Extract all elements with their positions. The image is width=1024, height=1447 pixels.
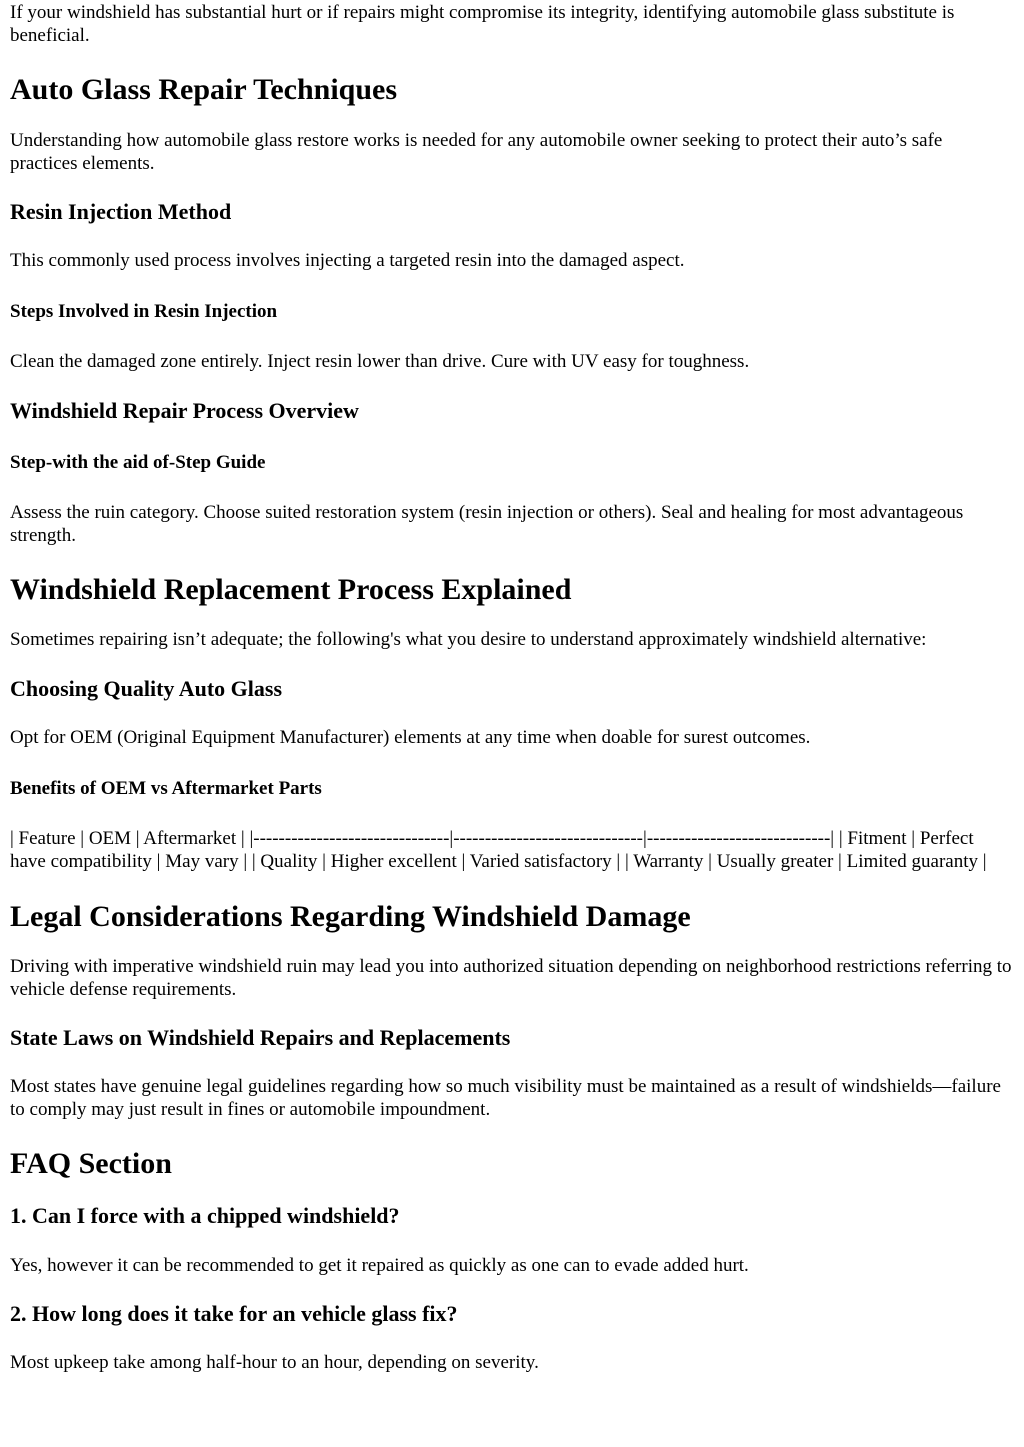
subheading-step-guide: Step-with the aid of-Step Guide (10, 452, 266, 473)
section-heading-windshield-replacement: Windshield Replacement Process Explained (10, 573, 572, 606)
subheading-steps-resin-injection: Steps Involved in Resin Injection (10, 301, 278, 322)
faq-question-2: 2. How long does it take for an vehicle glass fix? (10, 1301, 458, 1326)
intro-paragraph: If your windshield has substantial hurt or if repairs might compromise its integrity, identifying automobile glass substitute is beneficial. (10, 2, 955, 46)
subheading-windshield-repair-process: Windshield Repair Process Overview (10, 398, 359, 423)
paragraph-legal-considerations: Driving with imperative windshield ruin may lead you into authorized situation depending on neighborhood restrictions referring to vehicle defense requirements. (10, 956, 1012, 1000)
section-heading-legal-considerations: Legal Considerations Regarding Windshield Damage (10, 900, 691, 933)
section-heading-auto-glass-repair-techniques: Auto Glass Repair Techniques (10, 73, 398, 106)
paragraph-choosing-quality: Opt for OEM (Original Equipment Manufacturer) elements at any time when doable for surest outcomes. (10, 727, 811, 748)
faq-answer-2: Most upkeep take among half-hour to an hour, depending on severity. (10, 1352, 539, 1373)
paragraph-steps-resin-injection: Clean the damaged zone entirely. Inject resin lower than drive. Cure with UV easy for toughness. (10, 351, 750, 372)
paragraph-repair-overview: Understanding how automobile glass restore works is needed for any automobile owner seeking to protect their auto’s safe practices elements. (10, 130, 943, 174)
subheading-resin-injection-method: Resin Injection Method (10, 199, 232, 224)
subheading-choosing-quality-auto-glass: Choosing Quality Auto Glass (10, 676, 283, 701)
faq-question-1: 1. Can I force with a chipped windshield? (10, 1203, 400, 1228)
paragraph-oem-comparison-table-text: | Feature | OEM | Aftermarket | |-------------------------------|------------------------------|-----------------------------| | Fitment | Perfect have compatibility | May vary | | Quality | Higher excellent | Varied satisfactory | | Warranty | Usually greater | Limited guaranty | (10, 828, 987, 872)
article-body (0, 1, 1024, 1374)
paragraph-replacement-intro: Sometimes repairing isn’t adequate; the following's what you desire to understand approximately windshield alternative: (10, 629, 927, 650)
subheading-state-laws: State Laws on Windshield Repairs and Replacements (10, 1025, 511, 1050)
paragraph-resin-injection: This commonly used process involves injecting a targeted resin into the damaged aspect. (10, 250, 685, 271)
subheading-benefits-oem-aftermarket: Benefits of OEM vs Aftermarket Parts (10, 778, 322, 799)
paragraph-state-laws: Most states have genuine legal guidelines regarding how so much visibility must be maintained as a result of windshields—failure to comply may just result in fines or automobile impoundment. (10, 1076, 1001, 1120)
section-heading-faq: FAQ Section (10, 1147, 172, 1180)
faq-answer-1: Yes, however it can be recommended to get it repaired as quickly as one can to evade added hurt. (10, 1255, 749, 1276)
paragraph-step-guide: Assess the ruin category. Choose suited restoration system (resin injection or others). Seal and healing for most advantageous strength. (10, 502, 964, 546)
